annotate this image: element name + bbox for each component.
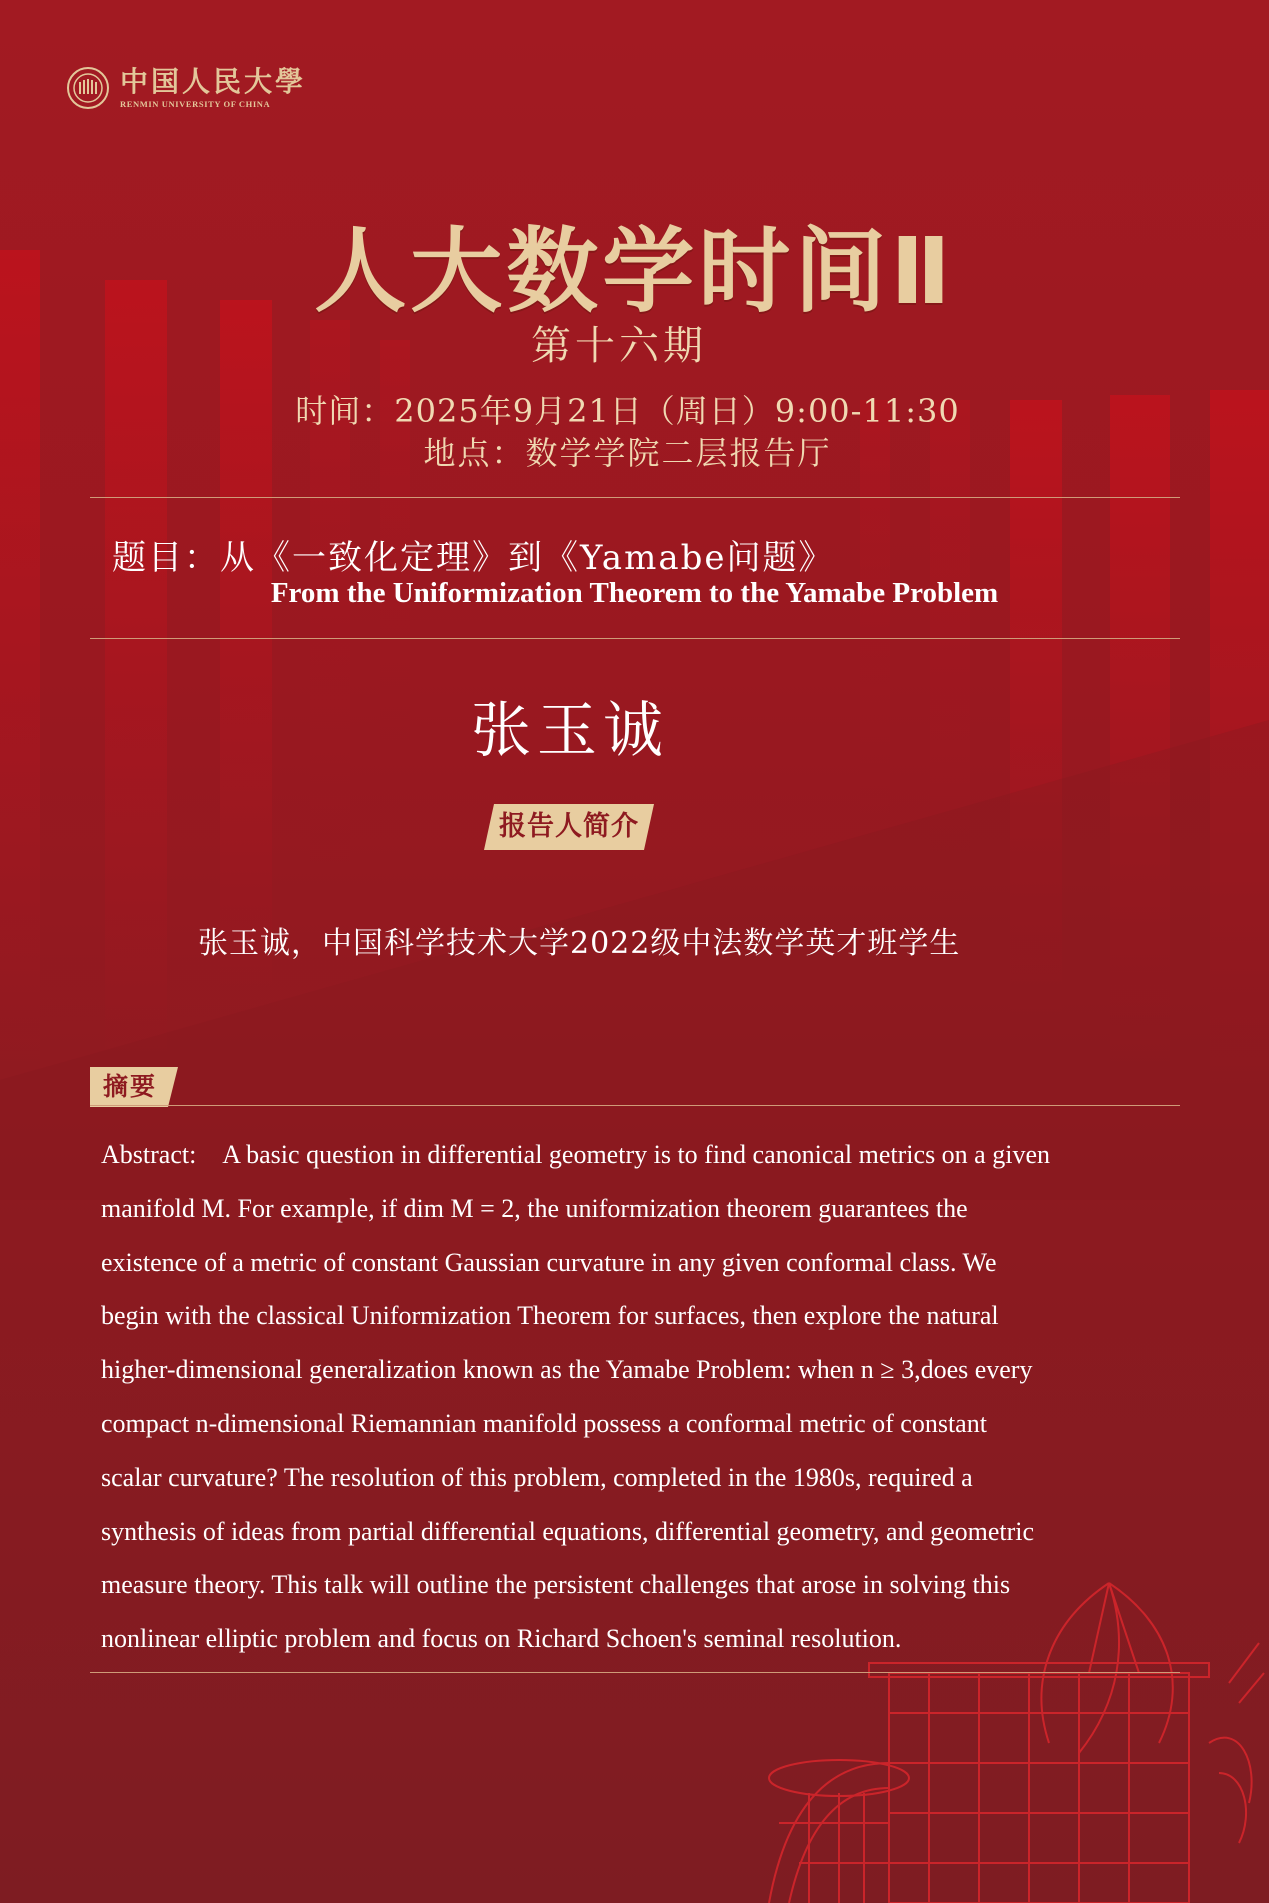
abstract-line: compact n-dimensional Riemannian manifold possess a conformal metric of constant [101,1408,987,1438]
abstract-line: higher-dimensional generalization known as the Yamabe Problem: when n ≥ 3,does every [101,1355,1033,1385]
abstract-line: measure theory. This talk will outline the persistent challenges that arose in solving this [101,1570,1011,1600]
abstract-badge [90,1067,178,1107]
university-logo [66,66,306,110]
logo-chinese-name: 中国人民大學 [120,65,307,98]
abstract-text [101,1128,1191,1666]
abstract-label: 摘要 [102,1072,157,1101]
event-time: 时间：2025年9月21日（周日）9:00-11:30 [295,392,960,430]
topic-english: From the Uniformization Theorem to the Yamabe Problem [270,577,999,609]
abstract-line: nonlinear elliptic problem and focus on Richard Schoen's seminal resolution. [101,1624,902,1654]
university-seal-icon [66,66,110,110]
speaker-intro-label: 报告人简介 [499,811,639,842]
abstract-line: manifold M. For example, if dim M = 2, the uniformization theorem guarantees the [101,1193,968,1223]
divider [90,638,1180,639]
logo-english-name: RENMIN UNIVERSITY OF CHINA [120,99,271,109]
divider [90,497,1180,498]
speaker-bio: 张玉诚，中国科学技术大学2022级中法数学英才班学生 [198,926,961,961]
abstract-line: Abstract: A basic question in differential geometry is to find canonical metrics on a given [101,1140,1050,1169]
topic-chinese: 题目：从《一致化定理》到《Yamabe问题》 [112,538,835,578]
abstract-line: existence of a metric of constant Gaussian curvature in any given conformal class. We [101,1247,997,1277]
abstract-line: begin with the classical Uniformization Theorem for surfaces, then explore the natural [101,1301,999,1331]
abstract-line: synthesis of ideas from partial differential equations, differential geometry, and geometric [101,1516,1035,1546]
main-title: 人大数学时间Ⅱ [314,218,955,325]
speaker-name: 张玉诚 [471,696,669,766]
logo-text [120,67,306,109]
divider [90,1672,1180,1673]
divider [90,1105,1180,1106]
abstract-line: scalar curvature? The resolution of this problem, completed in the 1980s, required a [101,1462,973,1492]
event-place: 地点：数学学院二层报告厅 [423,434,832,472]
issue-number: 第十六期 [531,323,707,369]
speaker-intro-badge [484,804,654,850]
